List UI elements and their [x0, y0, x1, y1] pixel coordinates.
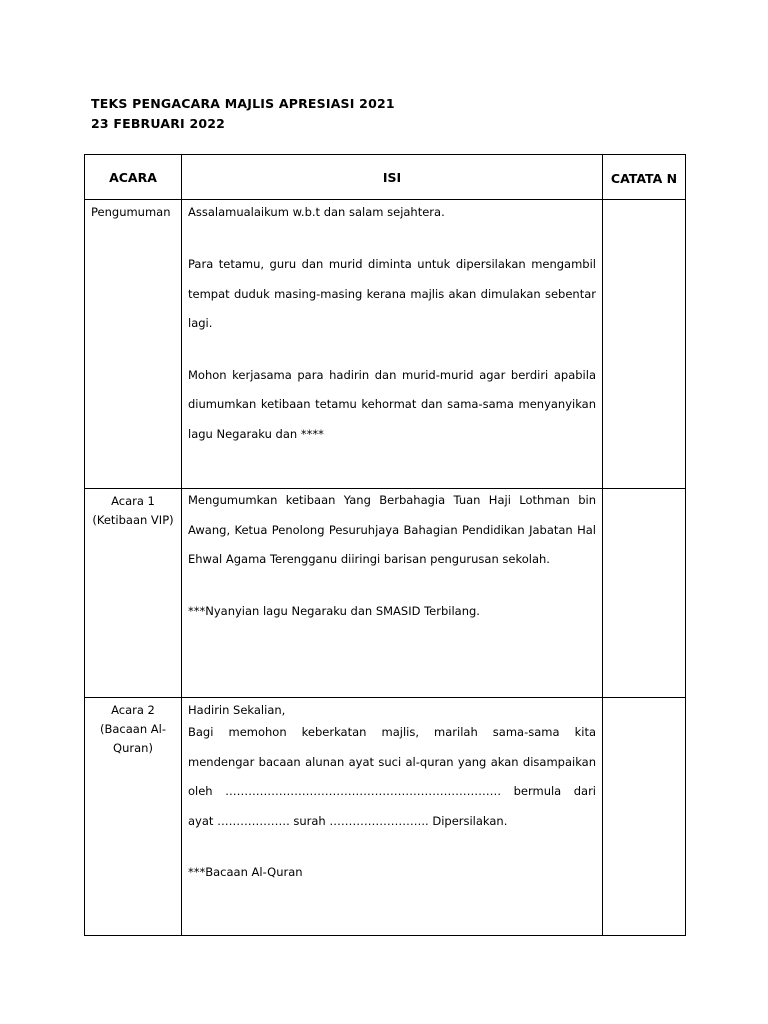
acara-cell: Acara 2 (Bacaan Al-Quran): [85, 698, 182, 936]
header-acara: ACARA: [85, 155, 182, 200]
catatan-cell: [603, 200, 686, 489]
paragraph: Para tetamu, guru dan murid diminta untuk dipersilakan mengambil tempat duduk masing-masing kerana majlis akan dimulakan sebentar lagi.: [188, 257, 596, 330]
note-text: ***Bacaan Al-Quran: [188, 865, 303, 879]
table-header-row: [85, 155, 686, 200]
isi-cell: [182, 489, 603, 698]
paragraph: Mohon kerjasama para hadirin dan murid-murid agar berdiri apabila diumumkan ketibaan tetamu kehormat dan sama-sama menyanyikan lagu Negaraku dan ****: [188, 367, 596, 441]
isi-cell: [182, 200, 603, 489]
paragraph: Mengumumkan ketibaan Yang Berbahagia Tuan Haji Lothman bin Awang, Ketua Penolong Pesuruhjaya Bahagian Pendidikan Jabatan Hal Ehwal Agama Terengganu diiringi barisan pengurusan sekolah.: [188, 493, 596, 566]
paragraph: Bagi memohon keberkatan majlis, marilah sama-sama kita mendengar bacaan alunan ayat suci al-quran yang akan disampaikan oleh ……………………………………………………………… bermula dari ayat ………………. surah …………………….. Dipersilakan.: [188, 725, 596, 828]
greeting-text: Assalamualaikum w.b.t dan salam sejahtera.: [188, 205, 445, 219]
greeting-text: Hadirin Sekalian,: [188, 703, 286, 717]
acara-cell: Acara 1 (Ketibaan VIP): [85, 489, 182, 698]
table-row: [85, 200, 686, 489]
document-header: [91, 94, 395, 134]
catatan-cell: [603, 698, 686, 936]
catatan-cell: [603, 489, 686, 698]
header-isi: ISI: [182, 155, 603, 200]
program-table: [84, 154, 686, 936]
document-date: 23 FEBRUARI 2022: [91, 116, 226, 131]
header-catatan: CATATA N: [603, 155, 686, 200]
table-row: [85, 698, 686, 936]
note-text: ***Nyanyian lagu Negaraku dan SMASID Terbilang.: [188, 603, 480, 618]
table-row: [85, 489, 686, 698]
acara-cell: Pengumuman: [85, 200, 182, 489]
document-title: TEKS PENGACARA MAJLIS APRESIASI 2021: [91, 96, 395, 111]
isi-cell: [182, 698, 603, 936]
